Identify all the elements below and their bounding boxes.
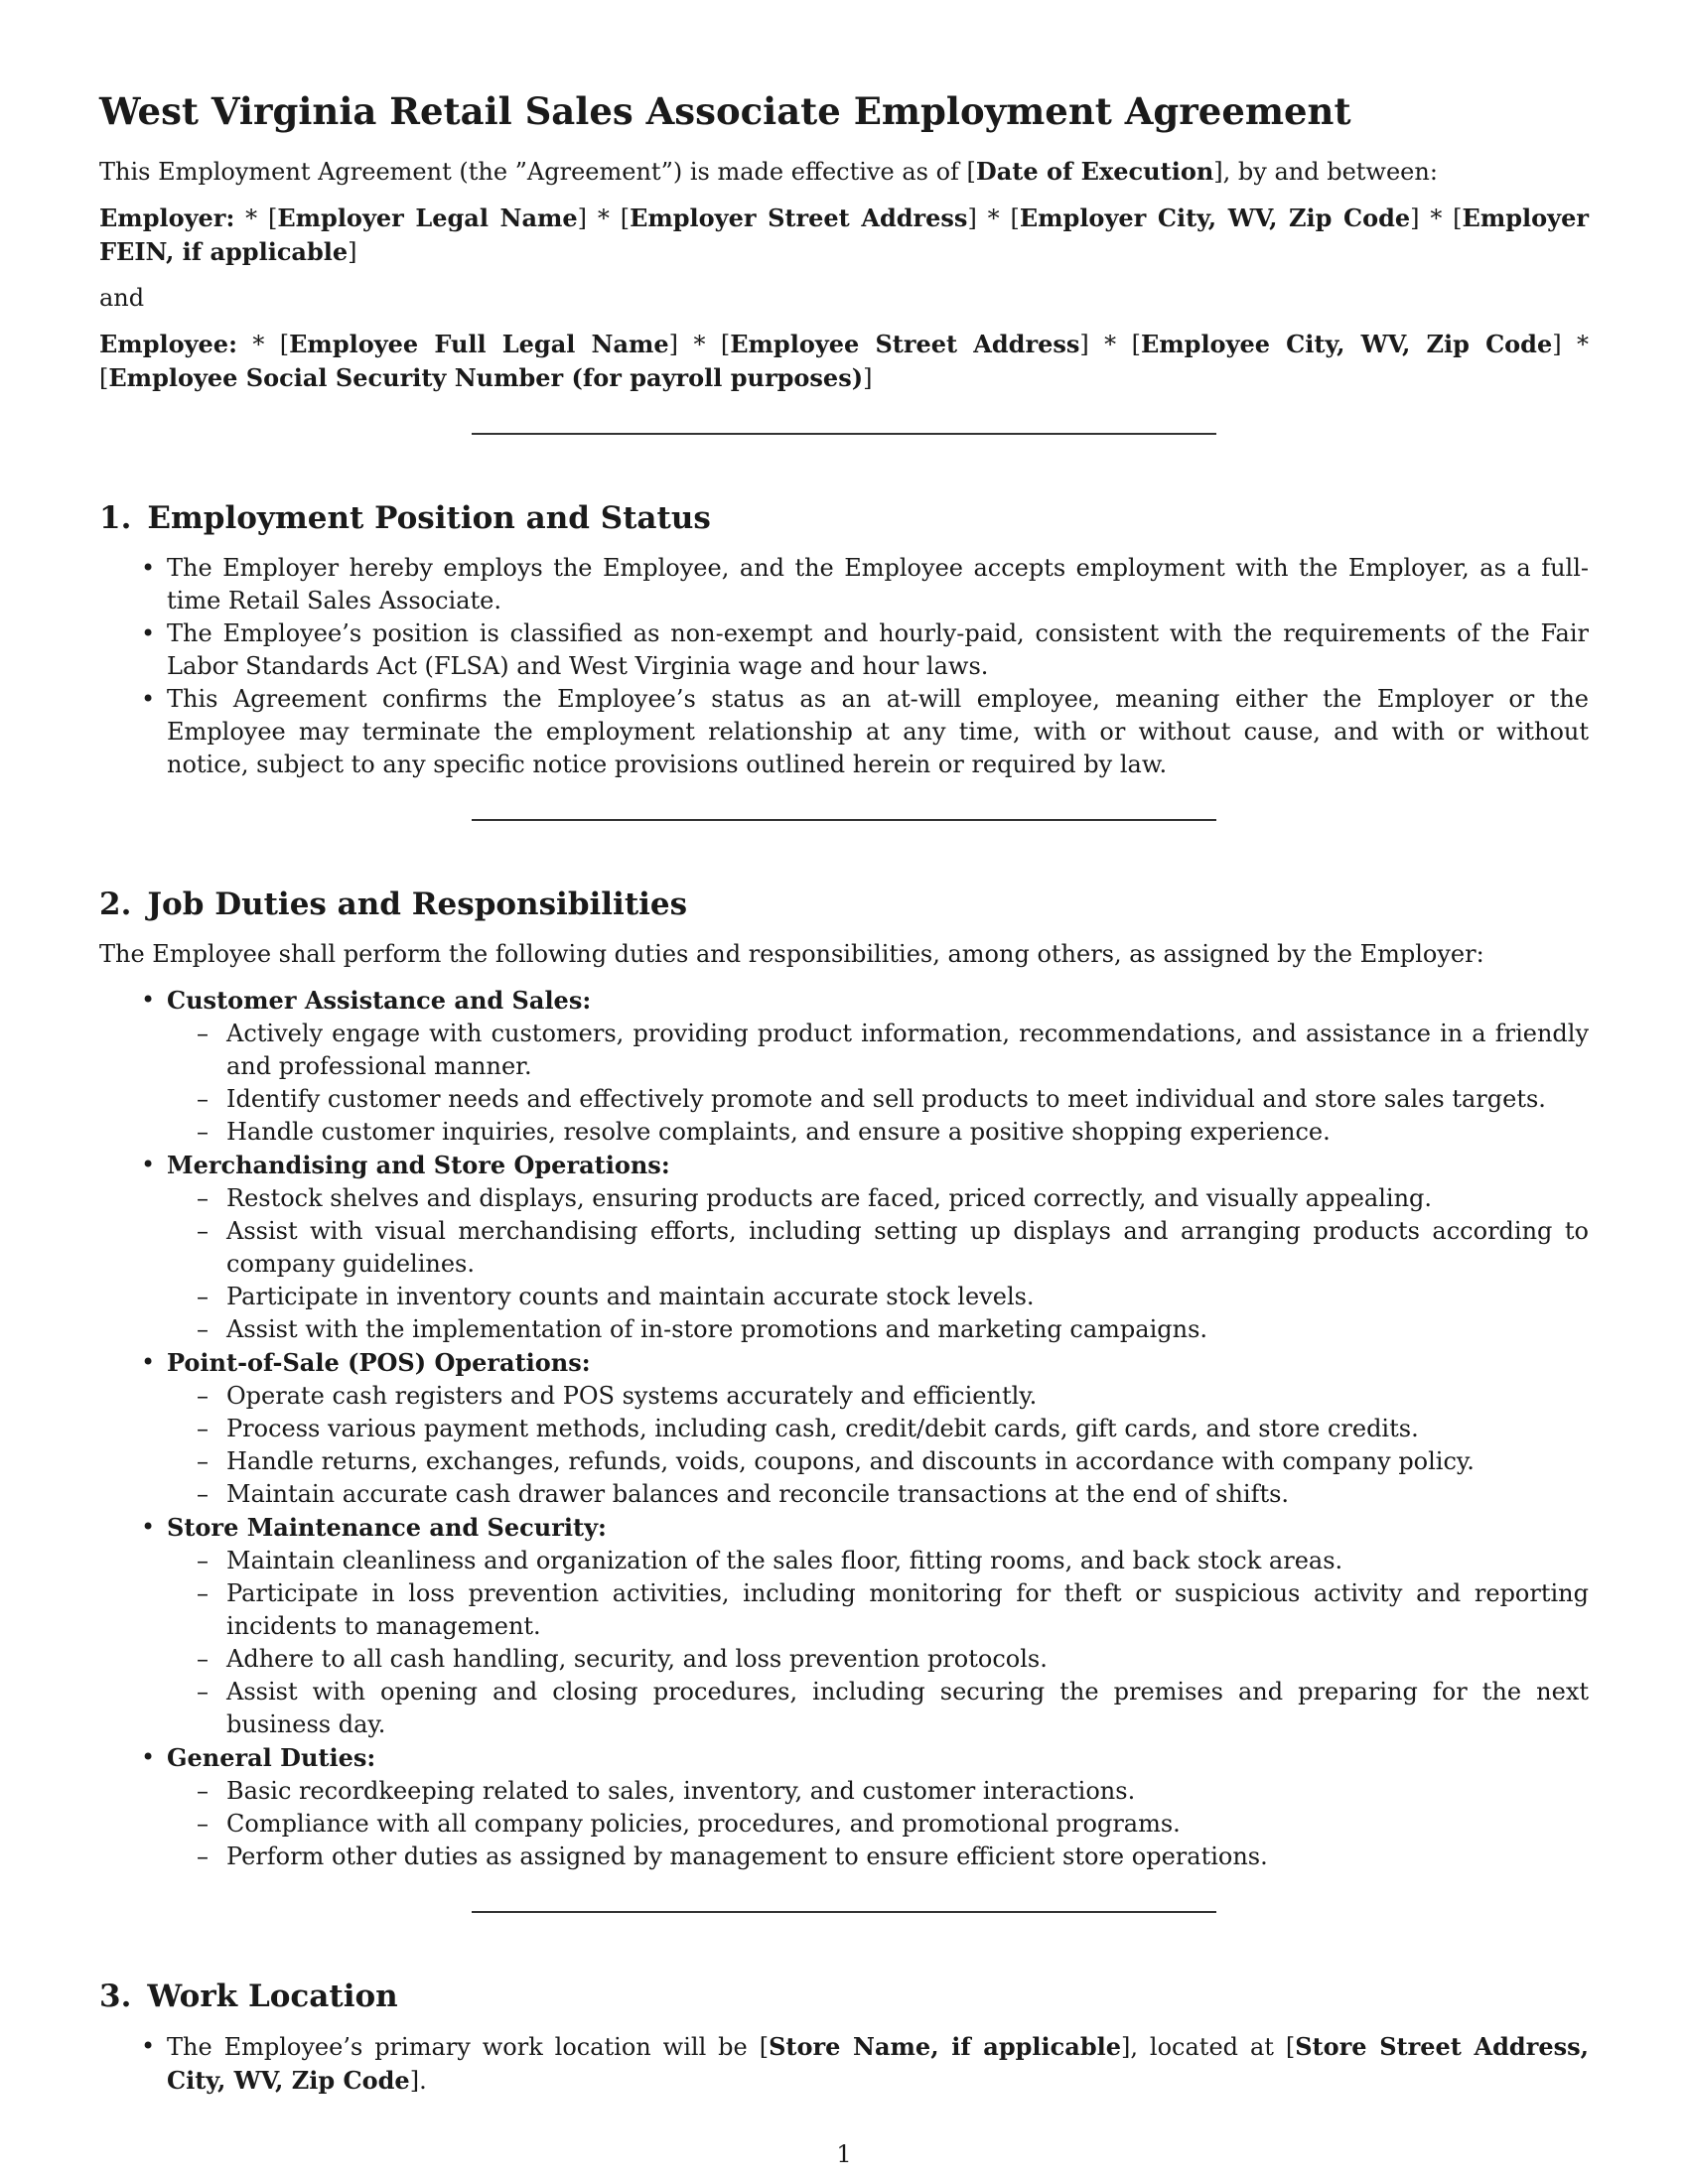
section1-list [99,552,1589,781]
duty-group-heading: Customer Assistance and Sales: [167,986,592,1015]
list-item: – Basic recordkeeping related to sales, inventory, and customer interactions. [226,1775,1589,1808]
intro-paragraph: This Employment Agreement (the ”Agreement”) is made effective as of [Date of Execution], by and between: [99,157,1438,186]
employer-field: Employer Legal Name [277,204,578,232]
list-item: – Assist with visual merchandising efforts, including setting up displays and arranging products according to company guidelines. [226,1215,1589,1281]
store-address-placeholder: Store Street Address, City, WV, Zip Code [167,2032,1590,2095]
list-item: – Operate cash registers and POS systems accurately and efficiently. [226,1380,1589,1413]
duty-group [167,1511,1589,1741]
duty-group [167,1741,1589,1873]
employer-label: Employer: [99,204,235,232]
duty-group-heading: Point-of-Sale (POS) Operations: [167,1348,591,1377]
location-after: . [419,2067,427,2095]
list-item: – Maintain accurate cash drawer balances and reconcile transactions at the end of shifts. [226,1478,1589,1511]
duty-group [167,1149,1589,1346]
duty-sublist [167,1018,1589,1149]
section-title: Job Duties and Responsibilities [147,887,688,922]
employee-label: Employee: [99,330,237,358]
list-item: – Process various payment methods, including cash, credit/debit cards, gift cards, and store credits. [226,1413,1589,1445]
list-item: – Perform other duties as assigned by management to ensure efficient store operations. [226,1841,1589,1873]
section-number: 1. [99,500,132,536]
intro-after: , by and between: [1222,158,1438,186]
horizontal-rule [472,1911,1216,1913]
section-number: 3. [99,1979,132,2014]
section3-list [99,2030,1589,2098]
and-text: and [99,284,145,312]
duty-sublist [167,1775,1589,1873]
document-page [99,87,1589,2098]
section-title: Employment Position and Status [147,500,711,536]
list-item: • This Agreement confirms the Employee’s status as an at-will employee, meaning either the Employer or the Employee may terminate the employment relationship at any time, with or without cause, and with or without notice, subject to any specific notice provisions outlined herein or required by law. [167,683,1589,781]
list-item: – Restock shelves and displays, ensuring products are faced, priced correctly, and visually appealing. [226,1182,1589,1215]
date-placeholder: Date of Execution [975,157,1214,186]
list-item: • The Employer hereby employs the Employee, and the Employee accepts employment with the Employer, as a full-time Retail Sales Associate. [167,552,1589,617]
duty-group [167,1346,1589,1511]
list-item: – Handle customer inquiries, resolve complaints, and ensure a positive shopping experience. [226,1116,1589,1149]
employee-field: Employee City, WV, Zip Code [1140,330,1553,358]
duty-group-heading: Merchandising and Store Operations: [167,1151,670,1179]
duty-group-heading: Store Maintenance and Security: [167,1513,607,1542]
employee-field: Employee Street Address [730,330,1080,358]
employer-field: Employer Street Address [630,204,968,232]
section-title: Work Location [147,1979,398,2014]
section-heading-work-location [99,1977,1589,2016]
employer-field: Employer City, WV, Zip Code [1019,204,1411,232]
section2-intro: The Employee shall perform the following duties and responsibilities, among others, as assigned by the Employer: [99,940,1484,968]
section-heading-employment-position [99,498,1589,538]
horizontal-rule [472,819,1216,821]
list-item: – Maintain cleanliness and organization of the sales floor, fitting rooms, and back stock areas. [226,1545,1589,1577]
duty-sublist [167,1545,1589,1741]
section-heading-job-duties [99,885,1589,924]
list-item: – Participate in inventory counts and maintain accurate stock levels. [226,1281,1589,1313]
employer-field: Employer FEIN, if applicable [99,204,1589,266]
location-before: The Employee’s primary work location will be [167,2033,760,2061]
duty-group-heading: General Duties: [167,1743,376,1772]
horizontal-rule [472,433,1216,435]
employer-block: Employer: * [Employer Legal Name] * [Employer Street Address] * [Employer City, WV, Zip Code] * [Employer FEIN, if applicable] [99,204,1589,266]
list-item: – Participate in loss prevention activities, including monitoring for theft or suspicious activity and reporting incidents to management. [226,1577,1589,1643]
duty-sublist [167,1380,1589,1511]
employee-block: Employee: * [Employee Full Legal Name] * [Employee Street Address] * [Employee City, WV, Zip Code] * [Employee Social Security Number (for payroll purposes)] [99,330,1590,392]
list-item: – Adhere to all cash handling, security, and loss prevention protocols. [226,1643,1589,1676]
intro-before: This Employment Agreement (the ”Agreement”) is made effective as of [99,158,967,186]
list-item: – Assist with the implementation of in-store promotions and marketing campaigns. [226,1313,1589,1346]
list-item: • The Employee’s position is classified as non-exempt and hourly-paid, consistent with the requirements of the Fair Labor Standards Act (FLSA) and West Virginia wage and hour laws. [167,617,1589,683]
duty-sublist [167,1182,1589,1346]
page-title: West Virginia Retail Sales Associate Employment Agreement [99,89,1351,133]
location-middle: , located at [1130,2033,1286,2061]
section-number: 2. [99,887,132,922]
list-item: – Identify customer needs and effectively promote and sell products to meet individual and store sales targets. [226,1083,1589,1116]
list-item: – Actively engage with customers, providing product information, recommendations, and assistance in a friendly and professional manner. [226,1018,1589,1083]
list-item: • The Employee’s primary work location will be [Store Name, if applicable], located at [Store Street Address, City, WV, Zip Code]. [167,2030,1589,2098]
list-item: – Compliance with all company policies, procedures, and promotional programs. [226,1808,1589,1841]
employee-field: Employee Full Legal Name [289,330,669,358]
duty-group [167,984,1589,1149]
section2-list [99,984,1589,1873]
employee-field: Employee Social Security Number (for payroll purposes) [108,363,864,392]
list-item: – Handle returns, exchanges, refunds, voids, coupons, and discounts in accordance with company policy. [226,1445,1589,1478]
page-number: 1 [836,2140,852,2168]
store-name-placeholder: Store Name, if applicable [769,2032,1121,2061]
list-item: – Assist with opening and closing procedures, including securing the premises and preparing for the next business day. [226,1676,1589,1741]
